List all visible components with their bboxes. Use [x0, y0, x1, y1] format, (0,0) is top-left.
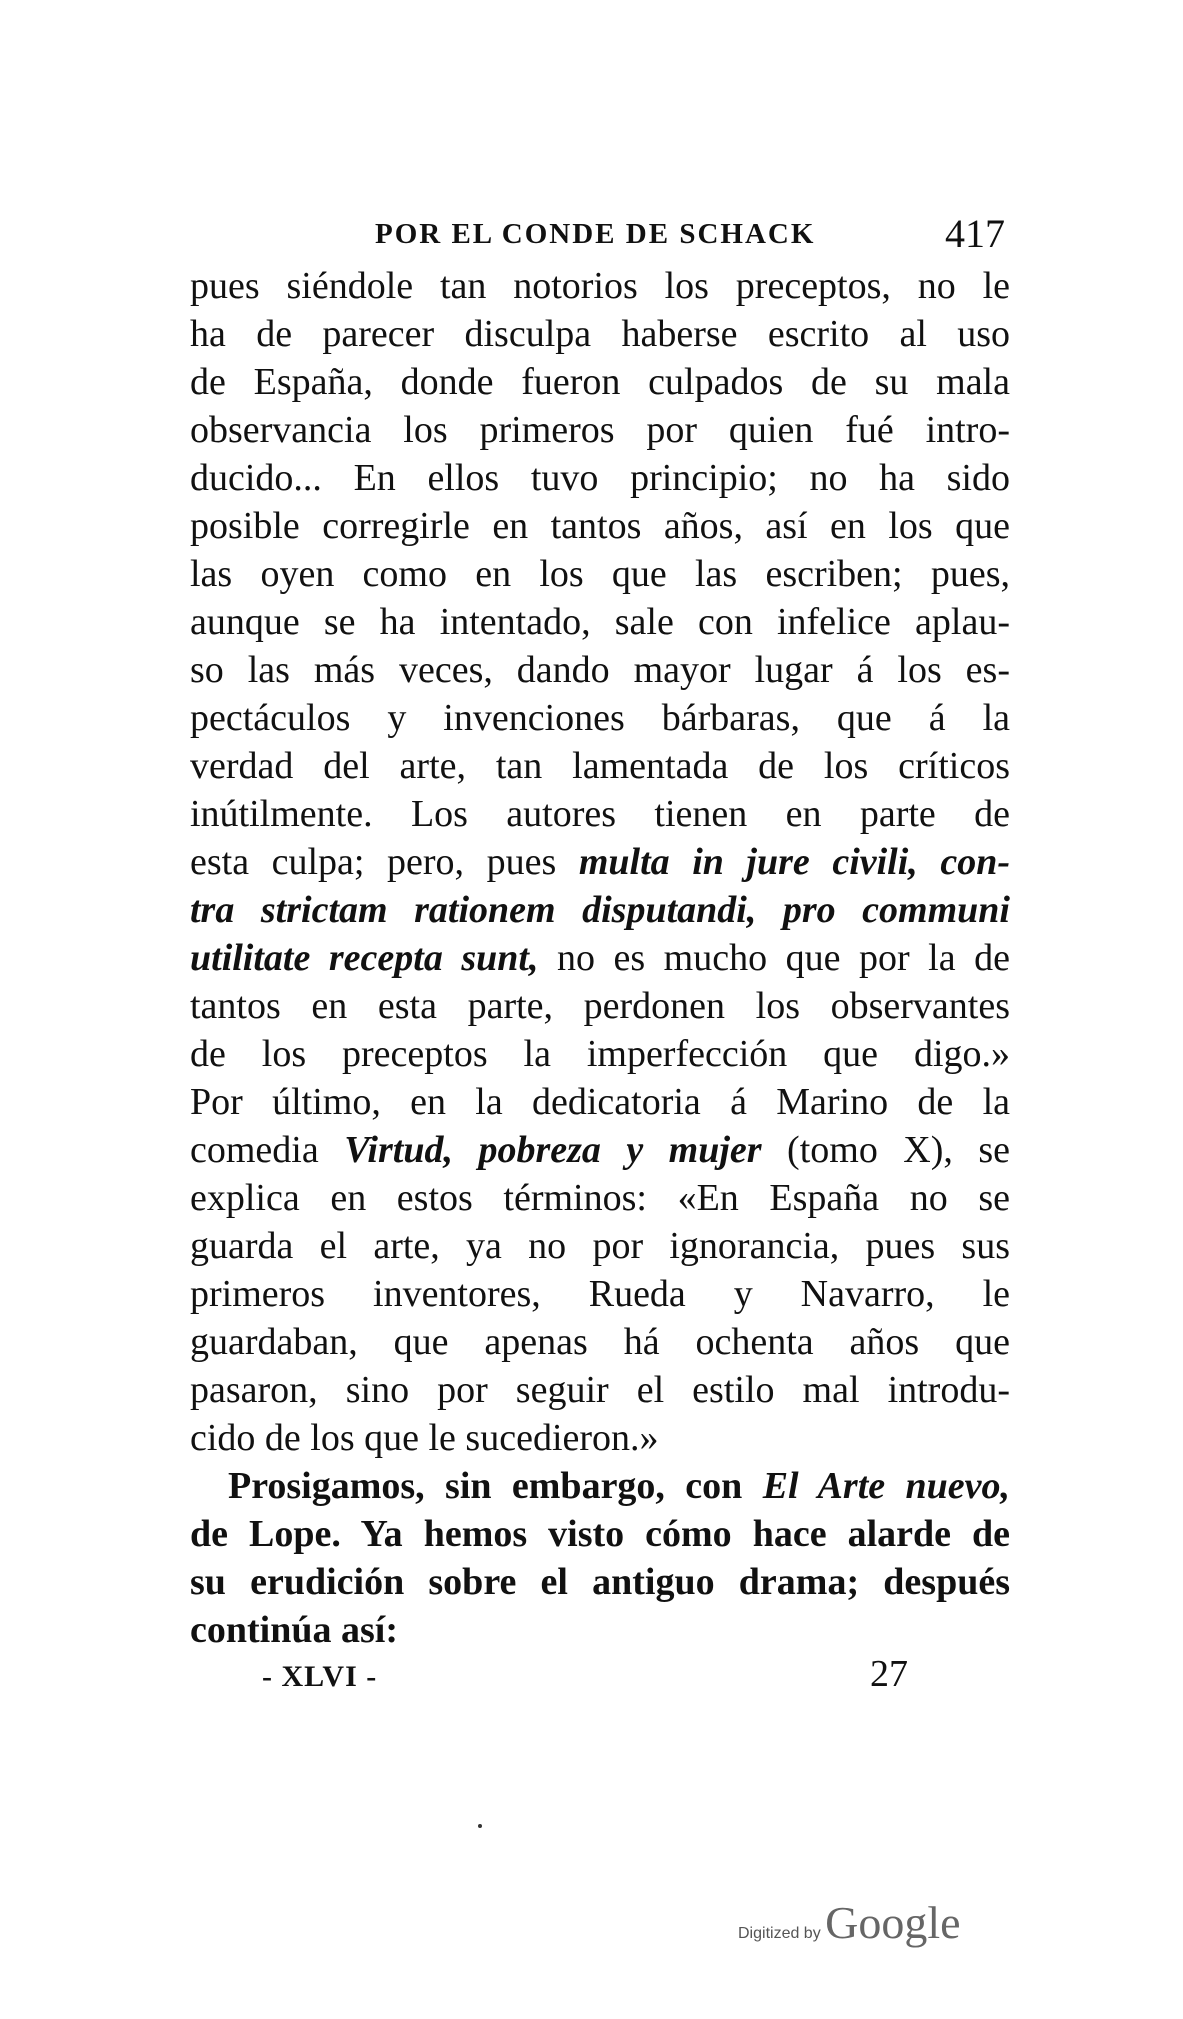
- body-text: [190, 262, 1010, 1654]
- text-line: su erudición sobre el antiguo drama; después: [190, 1561, 1010, 1603]
- latin-quote: multa in jure civili, con-: [578, 841, 1010, 883]
- watermark-logo: Google: [825, 1897, 961, 1948]
- text-line: aunque se ha intentado, sale con infelice aplau-: [190, 601, 1010, 643]
- text-line: so las más veces, dando mayor lugar á los es-: [190, 649, 1010, 691]
- running-title: POR EL CONDE DE SCHACK: [375, 218, 816, 250]
- running-head: [190, 210, 1005, 258]
- text-line-mixed: [190, 1462, 1010, 1510]
- text-run: (tomo X), se: [761, 1129, 1011, 1171]
- text-run: no es mucho que por la de: [538, 937, 1010, 979]
- text-line: pasaron, sino por seguir el estilo mal introdu-: [190, 1369, 1010, 1411]
- text-line: guardaban, que apenas há ochenta años que: [190, 1321, 1010, 1363]
- text-line: de España, donde fueron culpados de su mala: [190, 361, 1010, 403]
- ink-speck: [478, 1824, 482, 1828]
- text-line-mixed: [190, 1126, 1010, 1174]
- text-line: cido de los que le sucedieron.»: [190, 1417, 659, 1459]
- text-line: guarda el arte, ya no por ignorancia, pues sus: [190, 1225, 1010, 1267]
- text-line-italic: [190, 886, 1010, 934]
- work-title: Virtud, pobreza y mujer: [344, 1129, 762, 1171]
- digitized-watermark: [738, 1896, 961, 1949]
- text-run: esta culpa; pero, pues: [190, 841, 557, 883]
- latin-quote: utilitate recepta sunt,: [190, 937, 539, 979]
- text-line-mixed: [190, 934, 1010, 982]
- text-line: ha de parecer disculpa haberse escrito al uso: [190, 313, 1010, 355]
- text-run: Prosigamos, sin embargo, con: [228, 1465, 763, 1507]
- latin-quote: tra strictam rationem disputandi, pro communi: [190, 889, 1010, 931]
- text-line: pues siéndole tan notorios los preceptos, no le: [190, 265, 1010, 307]
- text-line-mixed: [190, 838, 1010, 886]
- text-line: primeros inventores, Rueda y Navarro, le: [190, 1273, 1010, 1315]
- text-line: ducido... En ellos tuvo principio; no ha sido: [190, 457, 1010, 499]
- text-line: pectáculos y invenciones bárbaras, que á la: [190, 697, 1010, 739]
- text-line: inútilmente. Los autores tienen en parte de: [190, 793, 1010, 835]
- page-number: 417: [945, 211, 1005, 256]
- signature-mark: - XLVI -: [262, 1660, 378, 1693]
- work-title: El Arte nuevo,: [762, 1465, 1010, 1507]
- text-line: las oyen como en los que las escriben; pues,: [190, 553, 1010, 595]
- text-line: posible corregirle en tantos años, así en los que: [190, 505, 1010, 547]
- text-line: verdad del arte, tan lamentada de los críticos: [190, 745, 1010, 787]
- text-line: de los preceptos la imperfección que digo.»: [190, 1033, 1010, 1075]
- text-line: Por último, en la dedicatoria á Marino de la: [190, 1081, 1010, 1123]
- text-line: explica en estos términos: «En España no se: [190, 1177, 1010, 1219]
- watermark-small: Digitized by: [738, 1925, 826, 1942]
- signature-number: 27: [870, 1653, 908, 1695]
- text-run: comedia: [190, 1129, 345, 1171]
- text-line: observancia los primeros por quien fué intro-: [190, 409, 1010, 451]
- text-line: de Lope. Ya hemos visto cómo hace alarde de: [190, 1513, 1010, 1555]
- text-line: continúa así:: [190, 1609, 398, 1651]
- text-line: tantos en esta parte, perdonen los observantes: [190, 985, 1010, 1027]
